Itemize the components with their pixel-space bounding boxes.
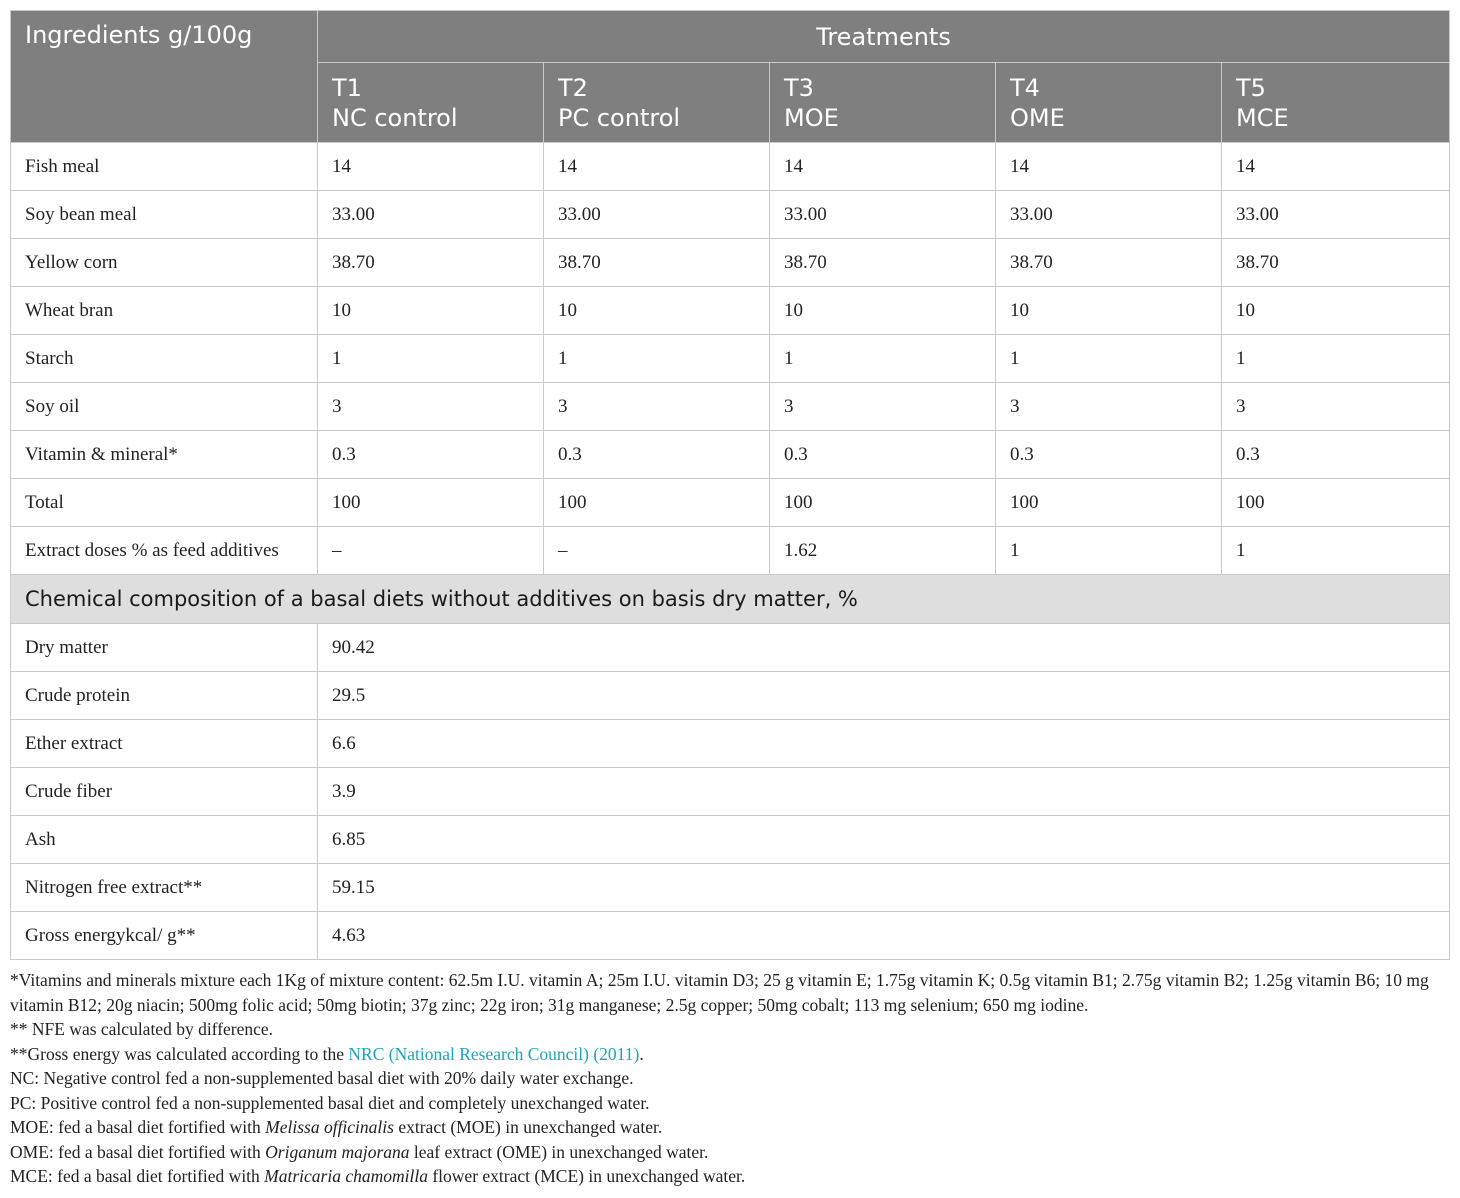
cell: 100 [770, 479, 996, 527]
cell: 1.62 [770, 527, 996, 575]
row-label: Soy bean meal [11, 191, 318, 239]
cell: 1 [1222, 527, 1450, 575]
table-container [10, 10, 1449, 1189]
row-label: Crude fiber [11, 768, 318, 816]
cell: 14 [770, 143, 996, 191]
header-row-top [11, 11, 1450, 63]
table-row [11, 383, 1450, 431]
ingredients-header: Ingredients g/100g [11, 11, 318, 143]
treatments-header: Treatments [318, 11, 1450, 63]
row-label: Yellow corn [11, 239, 318, 287]
cell: 59.15 [318, 864, 1450, 912]
cell: 38.70 [318, 239, 544, 287]
row-label: Ash [11, 816, 318, 864]
footnote-ome [10, 1140, 1449, 1165]
cell: 10 [1222, 287, 1450, 335]
cell: 33.00 [544, 191, 770, 239]
table-row [11, 624, 1450, 672]
column-header-t5 [1222, 63, 1450, 143]
cell: 10 [996, 287, 1222, 335]
cell: 3 [996, 383, 1222, 431]
species-name: Melissa officinalis [265, 1117, 394, 1137]
cell: 1 [1222, 335, 1450, 383]
cell: 33.00 [770, 191, 996, 239]
footnote-nc: NC: Negative control fed a non-supplemented basal diet with 20% daily water exchange. [10, 1068, 634, 1088]
row-label: Wheat bran [11, 287, 318, 335]
table-row [11, 143, 1450, 191]
table-row [11, 816, 1450, 864]
cell: 6.85 [318, 816, 1450, 864]
footnote-text: MOE: fed a basal diet fortified with [10, 1117, 266, 1137]
cell: 29.5 [318, 672, 1450, 720]
column-id: T4 [1010, 73, 1040, 102]
column-header-t2 [544, 63, 770, 143]
footnote-vitamins: *Vitamins and minerals mixture each 1Kg of mixture content: 62.5m I.U. vitamin A; 25m I.U. vitamin D3; 25 g vitamin E; 1.75g vitamin K; 0.5g vitamin B1; 2.75g vitamin B2; 1.25g vitamin B6; 10 mg vitamin B12; 20g niacin; 500mg folic acid; 50mg biotin; 37g zinc; 22g iron; 31g manganese; 2.5g copper; 50mg cobalt; 113 mg selenium; 650 mg iodine. [10, 970, 1429, 1015]
cell: 38.70 [1222, 239, 1450, 287]
row-label: Vitamin & mineral* [11, 431, 318, 479]
cell: 1 [996, 335, 1222, 383]
cell: 3.9 [318, 768, 1450, 816]
chemical-section-title: Chemical composition of a basal diets without additives on basis dry matter, % [11, 575, 1450, 624]
cell: 0.3 [770, 431, 996, 479]
footnote-nfe: ** NFE was calculated by difference. [10, 1019, 274, 1039]
column-name: NC control [332, 103, 458, 132]
cell: 3 [318, 383, 544, 431]
footnote-text: MCE: fed a basal diet fortified with [10, 1166, 265, 1186]
diet-composition-table [10, 10, 1450, 960]
footnote-text: extract (MOE) in unexchanged water. [393, 1117, 663, 1137]
row-label: Fish meal [11, 143, 318, 191]
row-label: Crude protein [11, 672, 318, 720]
row-label: Soy oil [11, 383, 318, 431]
row-label: Ether extract [11, 720, 318, 768]
footnote-text: . [639, 1043, 644, 1064]
column-id: T5 [1236, 73, 1266, 102]
footnote-text: OME: fed a basal diet fortified with [10, 1141, 266, 1162]
cell: 14 [1222, 143, 1450, 191]
table-row [11, 912, 1450, 960]
cell: 0.3 [318, 431, 544, 479]
cell: 38.70 [770, 239, 996, 287]
table-body [11, 143, 1450, 960]
row-label: Gross energykcal/ g** [11, 912, 318, 960]
cell: 10 [770, 287, 996, 335]
cell: 0.3 [1222, 431, 1450, 479]
cell: 3 [544, 383, 770, 431]
table-row [11, 239, 1450, 287]
row-label: Total [11, 479, 318, 527]
footnote-text: leaf extract (OME) in unexchanged water. [409, 1141, 709, 1162]
cell: 100 [1222, 479, 1450, 527]
cell: 1 [544, 335, 770, 383]
species-name: Origanum majorana [265, 1141, 410, 1162]
table-row [11, 864, 1450, 912]
column-header-t3 [770, 63, 996, 143]
species-name: Matricaria chamomilla [264, 1166, 428, 1186]
footnote-pc: PC: Positive control fed a non-supplemented basal diet and completely unexchanged water. [10, 1092, 650, 1113]
column-name: MCE [1236, 103, 1289, 132]
table-row [11, 479, 1450, 527]
cell: 33.00 [996, 191, 1222, 239]
table-row [11, 431, 1450, 479]
column-name: MOE [784, 103, 839, 132]
cell: 4.63 [318, 912, 1450, 960]
table-row [11, 335, 1450, 383]
table-footnotes [10, 968, 1449, 1189]
cell: – [544, 527, 770, 575]
cell: 100 [318, 479, 544, 527]
column-header-t1 [318, 63, 544, 143]
cell: 38.70 [996, 239, 1222, 287]
nrc-reference-link[interactable]: NRC (National Research Council) (2011) [348, 1043, 640, 1064]
table-row [11, 672, 1450, 720]
footnote-gross-energy [10, 1042, 1449, 1067]
cell: 6.6 [318, 720, 1450, 768]
row-label: Starch [11, 335, 318, 383]
column-header-t4 [996, 63, 1222, 143]
cell: 3 [1222, 383, 1450, 431]
row-label: Nitrogen free extract** [11, 864, 318, 912]
table-row [11, 191, 1450, 239]
cell: 14 [318, 143, 544, 191]
cell: 14 [544, 143, 770, 191]
cell: 0.3 [544, 431, 770, 479]
cell: 38.70 [544, 239, 770, 287]
column-id: T1 [332, 73, 362, 102]
cell: 33.00 [1222, 191, 1450, 239]
footnote-text: **Gross energy was calculated according to the [10, 1043, 349, 1064]
cell: 1 [996, 527, 1222, 575]
cell: 90.42 [318, 624, 1450, 672]
table-row [11, 768, 1450, 816]
cell: 33.00 [318, 191, 544, 239]
table-row [11, 527, 1450, 575]
footnote-mce [10, 1164, 1449, 1189]
cell: 10 [544, 287, 770, 335]
column-name: OME [1010, 103, 1065, 132]
cell: – [318, 527, 544, 575]
cell: 14 [996, 143, 1222, 191]
footnote-text: flower extract (MCE) in unexchanged water. [427, 1166, 746, 1186]
column-id: T2 [558, 73, 588, 102]
cell: 3 [770, 383, 996, 431]
table-row [11, 720, 1450, 768]
row-label: Extract doses % as feed additives [11, 527, 318, 575]
table-header [11, 11, 1450, 143]
cell: 1 [770, 335, 996, 383]
footnote-moe [10, 1115, 1449, 1140]
table-row [11, 287, 1450, 335]
cell: 100 [996, 479, 1222, 527]
cell: 10 [318, 287, 544, 335]
section-header-row [11, 575, 1450, 624]
cell: 0.3 [996, 431, 1222, 479]
cell: 1 [318, 335, 544, 383]
row-label: Dry matter [11, 624, 318, 672]
column-id: T3 [784, 73, 814, 102]
cell: 100 [544, 479, 770, 527]
column-name: PC control [558, 103, 681, 132]
